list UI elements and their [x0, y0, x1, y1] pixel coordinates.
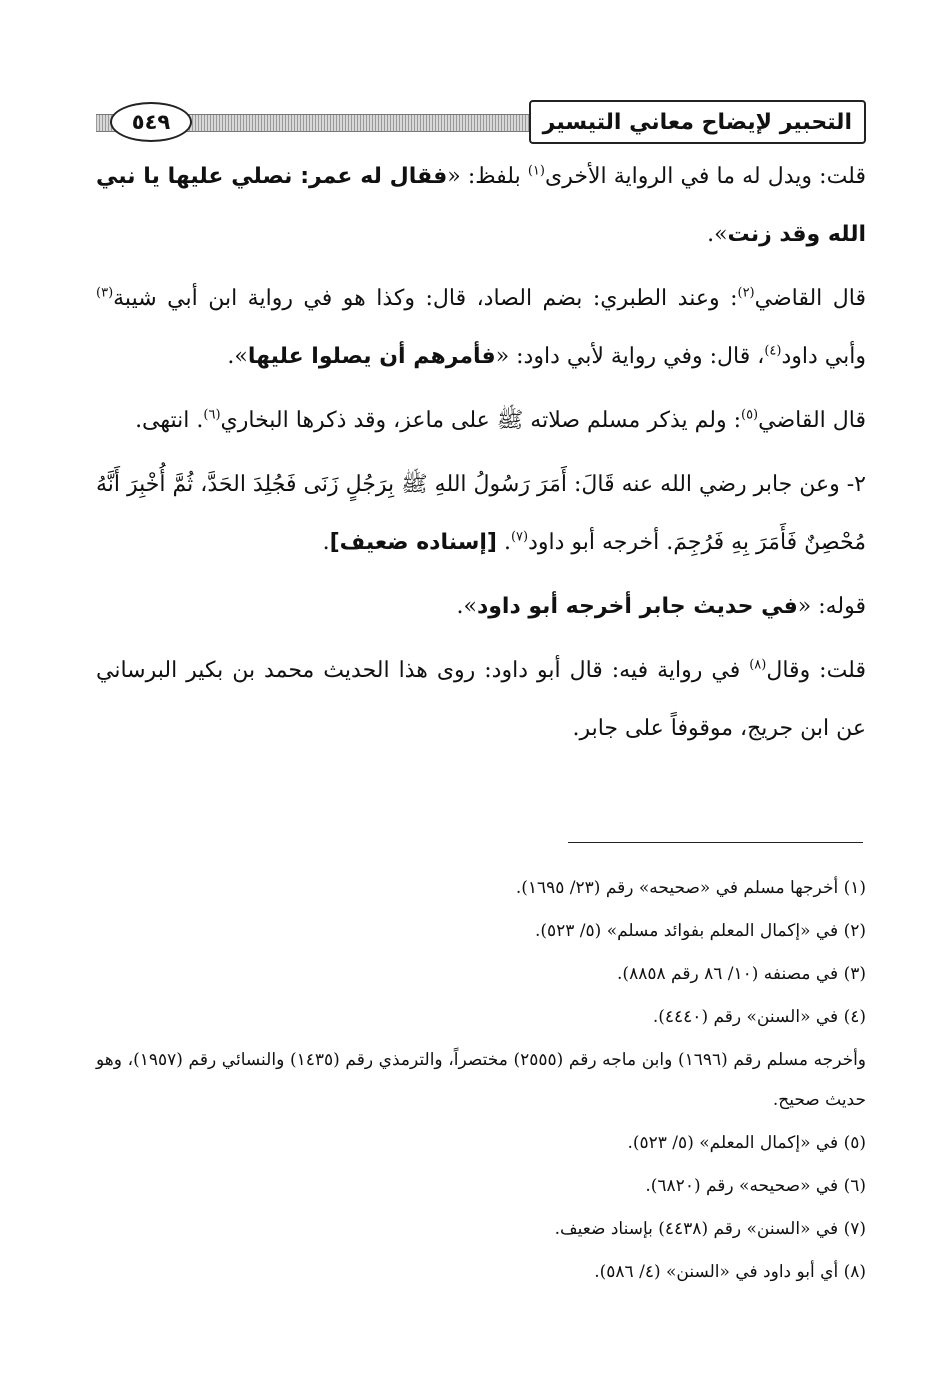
bold-quote: فأمرهم أن يصلوا عليها	[247, 344, 496, 369]
paragraph-3	[96, 392, 866, 450]
text-run: بلفظ: «	[447, 164, 528, 189]
book-title: التحبير لإيضاح معاني التيسير	[529, 100, 866, 144]
text-run: قلت: وقال	[766, 658, 866, 683]
text-run: ».	[707, 222, 728, 247]
text-run: : وعند الطبري: بضم الصاد، قال: وكذا هو في رواية ابن أبي شيبة	[113, 286, 738, 311]
footnote-separator	[568, 842, 863, 843]
footnote-5: (٥) في «إكمال المعلم» (٥/ ٥٢٣).	[627, 1133, 866, 1153]
footnote-ref-5: (٥)	[740, 407, 759, 423]
paragraph-hadith-2	[96, 456, 866, 572]
text-run: في رواية فيه: قال أبو داود: روى هذا الحديث محمد بن بكير البرساني عن ابن جريج، موقوفاً على جابر.	[96, 658, 866, 741]
footnote-1: (١) أخرجها مسلم في «صحيحه» رقم (٢٣/ ١٦٩٥).	[515, 878, 866, 898]
hadith-text: ٢- وعن جابر رضي الله عنه قَالَ: أَمَرَ رَسُولُ اللهِ ﷺ بِرَجُلٍ زَنَى فَجُلِدَ الحَدَّ، ثُمَّ أُخْبِرَ أَنَّهُ مُحْصِنٌ فَأَمَرَ بِهِ فَرُجِمَ. أخرجه أبو داود	[96, 472, 866, 555]
text-run: ».	[227, 344, 248, 369]
text-run: . انتهى.	[135, 408, 204, 433]
bold-quote: فقال له عمر: نصلي عليها يا نبي الله وقد زنت	[96, 164, 866, 247]
bold-quote: في حديث جابر أخرجه أبو داود	[476, 594, 798, 619]
running-header	[96, 100, 866, 144]
page-number: ٥٤٩	[110, 102, 192, 142]
text-run: قوله: «	[797, 594, 866, 619]
footnote-ref-1: (١)	[527, 163, 545, 179]
paragraph-2	[96, 270, 866, 386]
paragraph-5	[96, 578, 866, 636]
footnote-6: (٦) في «صحيحه» رقم (٦٨٢٠).	[645, 1176, 866, 1196]
grading-label: [إسناده ضعيف]	[329, 530, 497, 555]
footnote-ref-4: (٤)	[764, 343, 782, 359]
text-run: قال القاضي	[754, 286, 866, 311]
footnote-ref-2: (٢)	[737, 285, 755, 301]
paragraph-1	[96, 148, 866, 264]
text-run: .	[322, 530, 330, 555]
footnote-ref-8: (٨)	[749, 657, 767, 673]
body-text	[96, 148, 866, 764]
text-run: وأبي داود	[781, 344, 866, 369]
footnote-ref-7: (٧)	[510, 529, 529, 545]
paragraph-6	[96, 642, 866, 758]
footnote-4-continued: وأخرجه مسلم رقم (١٦٩٦) وابن ماجه رقم (٢٥٥٥) مختصراً، والترمذي رقم (١٤٣٥) والنسائي رقم (١٩٥٧)، وهو حديث صحيح.	[96, 1050, 867, 1110]
footnote-ref-6: (٦)	[203, 407, 221, 423]
footnote-3: (٣) في مصنفه (١٠/ ٨٦ رقم ٨٨٥٨).	[617, 964, 866, 984]
text-run: : ولم يذكر مسلم صلاته ﷺ على ماعز، وقد ذكرها البخاري	[220, 408, 741, 433]
text-run: .	[496, 530, 511, 555]
footnote-ref-3: (٣)	[96, 285, 114, 301]
footnote-4: (٤) في «السنن» رقم (٤٤٤٠).	[652, 1007, 866, 1027]
footnote-7: (٧) في «السنن» رقم (٤٤٣٨) بإسناد ضعيف.	[554, 1219, 866, 1239]
text-run: قال القاضي	[758, 408, 866, 433]
text-run: قلت: ويدل له ما في الرواية الأخرى	[544, 164, 866, 189]
footnote-8: (٨) أي أبو داود في «السنن» (٤/ ٥٨٦).	[594, 1262, 866, 1282]
footnotes	[96, 868, 866, 1295]
footnote-2: (٢) في «إكمال المعلم بفوائد مسلم» (٥/ ٥٢٣).	[534, 921, 866, 941]
text-run: ».	[456, 594, 477, 619]
text-run: ، قال: وفي رواية لأبي داود: «	[495, 344, 765, 369]
